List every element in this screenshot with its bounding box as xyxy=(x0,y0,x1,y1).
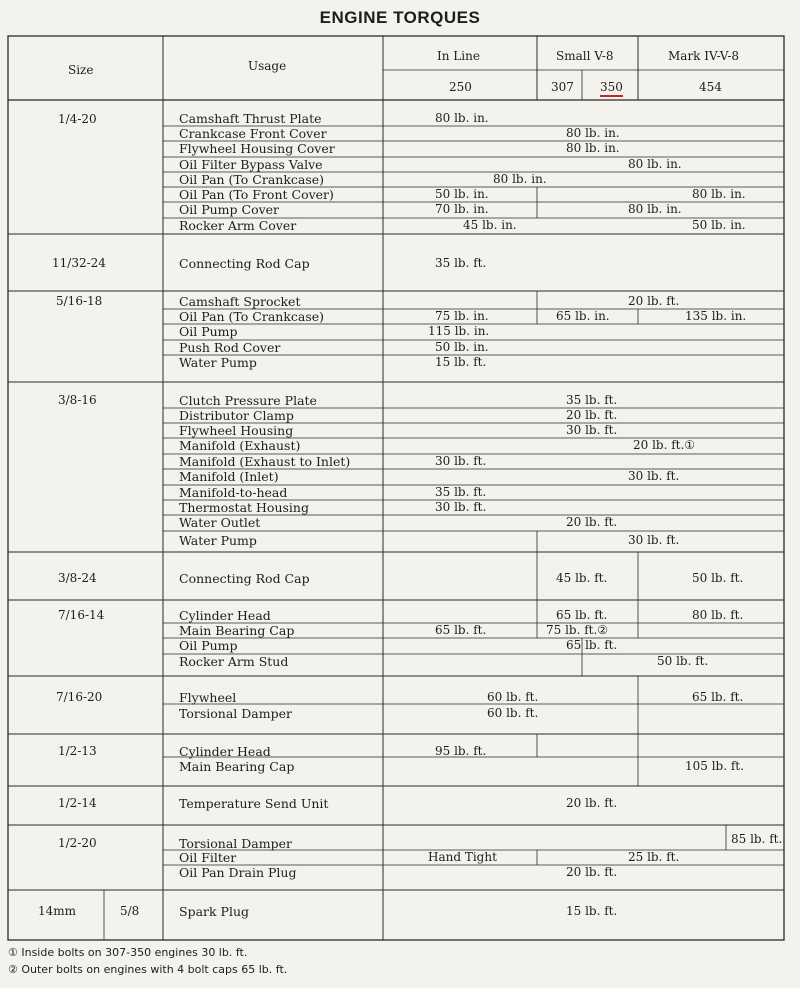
torque-value: 105 lb. ft. xyxy=(685,759,744,773)
usage-label: Rocker Arm Cover xyxy=(179,218,297,233)
size-11-32-24: 11/32-24 xyxy=(52,256,106,270)
usage-label: Oil Pan (To Front Cover) xyxy=(179,187,334,202)
usage-label: Temperature Send Unit xyxy=(179,796,329,811)
torque-value: 30 lb. ft. xyxy=(435,500,487,514)
page-title: ENGINE TORQUES xyxy=(319,8,481,27)
footnote-1: ① Inside bolts on 307-350 engines 30 lb. ft. xyxy=(8,946,248,959)
torque-value: 20 lb. ft. xyxy=(566,408,618,422)
torque-value: 45 lb. in. xyxy=(463,218,517,232)
torque-value: 75 lb. ft.② xyxy=(546,623,609,637)
footnote-2: ② Outer bolts on engines with 4 bolt caps 65 lb. ft. xyxy=(8,963,288,976)
torque-value: 70 lb. in. xyxy=(435,202,489,216)
usage-label: Push Rod Cover xyxy=(179,340,281,355)
usage-label: Camshaft Thrust Plate xyxy=(179,111,322,126)
torque-value: 65 lb. ft. xyxy=(566,638,618,652)
torque-value: 30 lb. ft. xyxy=(628,469,680,483)
torque-value: 80 lb. in. xyxy=(435,111,489,125)
torque-value: 50 lb. ft. xyxy=(657,654,709,668)
size-1-2-20: 1/2-20 xyxy=(58,836,97,850)
torque-value: 75 lb. in. xyxy=(435,309,489,323)
torque-value: 115 lb. in. xyxy=(428,324,490,338)
torque-value: 20 lb. ft.① xyxy=(633,438,696,452)
torque-value: 30 lb. ft. xyxy=(628,533,680,547)
torque-value: 35 lb. ft. xyxy=(566,393,618,407)
header-307: 307 xyxy=(551,80,574,94)
torque-value: 15 lb. ft. xyxy=(435,355,487,369)
usage-label: Torsional Damper xyxy=(179,706,292,721)
torque-value: 20 lb. ft. xyxy=(566,865,618,879)
usage-label: Oil Filter xyxy=(179,850,237,865)
torque-value: 135 lb. in. xyxy=(685,309,747,323)
header-small-v8: Small V-8 xyxy=(556,49,614,63)
torque-value: 80 lb. in. xyxy=(566,141,620,155)
usage-label: Flywheel Housing xyxy=(179,423,294,438)
torque-value: 50 lb. in. xyxy=(435,340,489,354)
size-7-16-14: 7/16-14 xyxy=(58,608,105,622)
usage-label: Oil Pan (To Crankcase) xyxy=(179,172,325,187)
torque-value: 20 lb. ft. xyxy=(628,294,680,308)
torque-value: 30 lb. ft. xyxy=(435,454,487,468)
usage-label: Main Bearing Cap xyxy=(179,759,295,774)
usage-label: Camshaft Sprocket xyxy=(179,294,301,309)
usage-label: Manifold (Exhaust) xyxy=(179,438,301,453)
header-size: Size xyxy=(68,63,94,77)
torque-value: 80 lb. in. xyxy=(566,126,620,140)
usage-label: Oil Pan (To Crankcase) xyxy=(179,309,325,324)
usage-label: Flywheel xyxy=(179,690,237,705)
torque-value: 60 lb. ft. xyxy=(487,690,539,704)
torque-value: 85 lb. ft. xyxy=(731,832,783,846)
header-454: 454 xyxy=(699,80,722,94)
usage-label: Torsional Damper xyxy=(179,836,292,851)
header-350: 350 xyxy=(600,80,623,97)
header-mark-iv: Mark IV-V-8 xyxy=(668,49,740,63)
torque-value: 50 lb. in. xyxy=(435,187,489,201)
usage-label: Spark Plug xyxy=(179,904,250,919)
torque-value: 15 lb. ft. xyxy=(566,904,618,918)
usage-label: Thermostat Housing xyxy=(179,500,309,515)
usage-label: Connecting Rod Cap xyxy=(179,256,310,271)
size-7-16-20: 7/16-20 xyxy=(56,690,103,704)
size-3-8-16: 3/8-16 xyxy=(58,393,97,407)
torque-value: 50 lb. ft. xyxy=(692,571,744,585)
usage-label: Flywheel Housing Cover xyxy=(179,141,335,156)
torque-value: Hand Tight xyxy=(428,850,497,864)
torque-value: 60 lb. ft. xyxy=(487,706,539,720)
usage-label: Manifold-to-head xyxy=(179,485,288,500)
size-1-2-13: 1/2-13 xyxy=(58,744,97,758)
header-inline: In Line xyxy=(437,49,480,63)
torque-value: 20 lb. ft. xyxy=(566,796,618,810)
usage-label: Oil Filter Bypass Valve xyxy=(179,157,323,172)
torque-value: 35 lb. ft. xyxy=(435,256,487,270)
torque-value: 50 lb. in. xyxy=(692,218,746,232)
torque-value: 35 lb. ft. xyxy=(435,485,487,499)
size-5-8: 5/8 xyxy=(120,904,140,918)
size-5-16-18: 5/16-18 xyxy=(56,294,103,308)
usage-label: Crankcase Front Cover xyxy=(179,126,327,141)
usage-label: Manifold (Exhaust to Inlet) xyxy=(179,454,351,469)
size-1-4-20: 1/4-20 xyxy=(58,112,97,126)
size-1-2-14: 1/2-14 xyxy=(58,796,97,810)
usage-label: Water Pump xyxy=(179,533,257,548)
usage-label: Connecting Rod Cap xyxy=(179,571,310,586)
torque-value: 95 lb. ft. xyxy=(435,744,487,758)
usage-label: Cylinder Head xyxy=(179,744,271,759)
size-14mm: 14mm xyxy=(38,904,77,918)
header-usage: Usage xyxy=(248,59,287,73)
header-250: 250 xyxy=(449,80,472,94)
usage-label: Distributor Clamp xyxy=(179,408,294,423)
torque-value: 65 lb. ft. xyxy=(435,623,487,637)
torque-value: 45 lb. ft. xyxy=(556,571,608,585)
torque-value: 80 lb. in. xyxy=(628,202,682,216)
usage-label: Oil Pump Cover xyxy=(179,202,280,217)
torque-value: 65 lb. ft. xyxy=(556,608,608,622)
torque-value: 25 lb. ft. xyxy=(628,850,680,864)
usage-label: Main Bearing Cap xyxy=(179,623,295,638)
usage-label: Oil Pump xyxy=(179,324,238,339)
usage-label: Manifold (Inlet) xyxy=(179,469,279,484)
usage-label: Cylinder Head xyxy=(179,608,271,623)
size-3-8-24: 3/8-24 xyxy=(58,571,97,585)
usage-label: Water Pump xyxy=(179,355,257,370)
torque-value: 80 lb. in. xyxy=(493,172,547,186)
usage-label: Rocker Arm Stud xyxy=(179,654,289,669)
torque-value: 30 lb. ft. xyxy=(566,423,618,437)
torque-value: 65 lb. ft. xyxy=(692,690,744,704)
torque-value: 80 lb. in. xyxy=(692,187,746,201)
torque-value: 20 lb. ft. xyxy=(566,515,618,529)
torque-value: 80 lb. ft. xyxy=(692,608,744,622)
usage-label: Oil Pan Drain Plug xyxy=(179,865,297,880)
usage-label: Oil Pump xyxy=(179,638,238,653)
usage-label: Water Outlet xyxy=(179,515,261,530)
torque-value: 65 lb. in. xyxy=(556,309,610,323)
torque-value: 80 lb. in. xyxy=(628,157,682,171)
usage-label: Clutch Pressure Plate xyxy=(179,393,317,408)
